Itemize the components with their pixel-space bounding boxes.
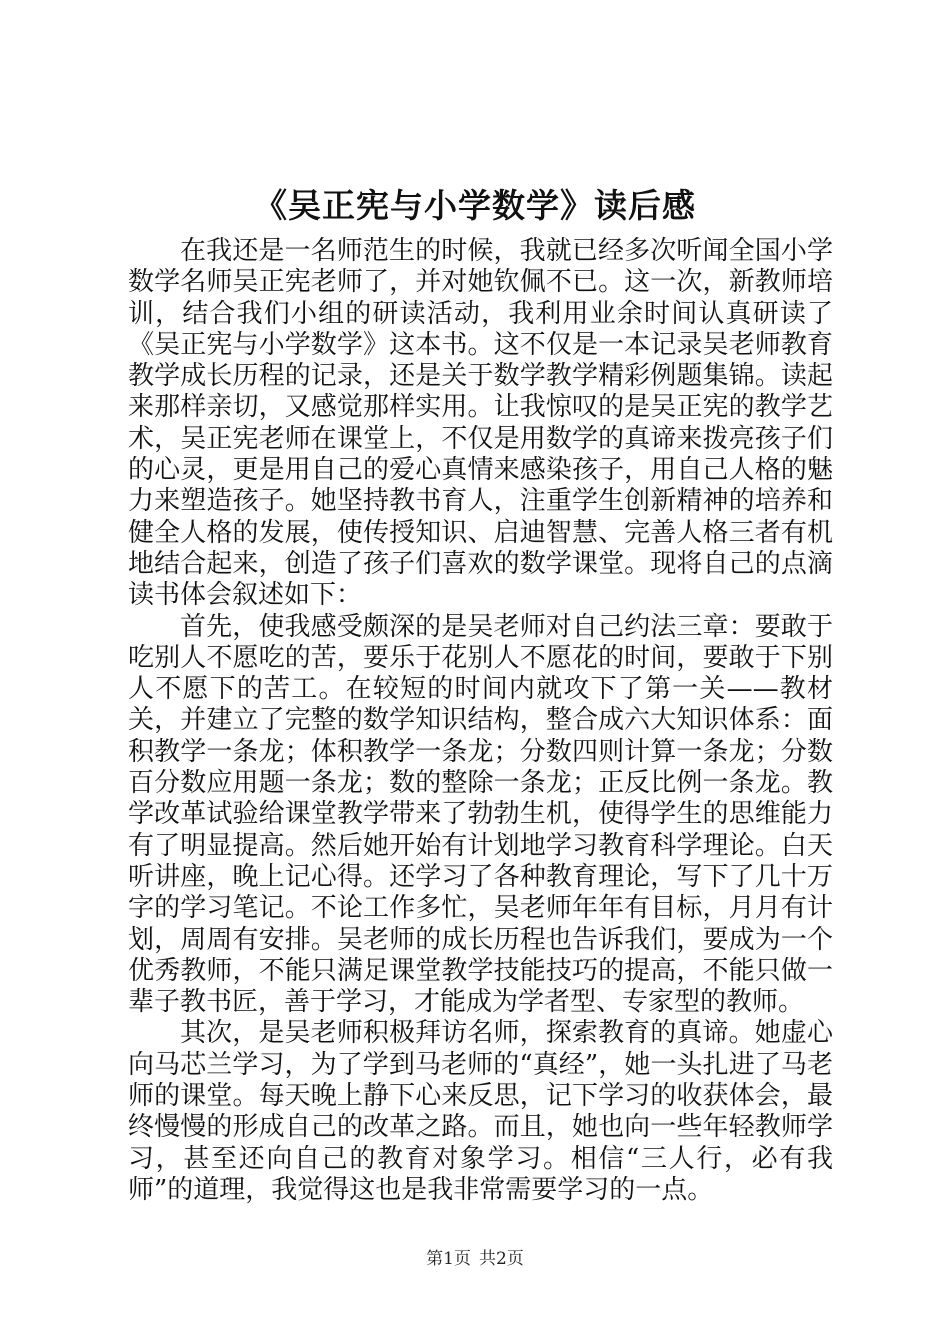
paragraph-first-point: 首先，使我感受颇深的是吴老师对自己约法三章：要敢于吃别人不愿吃的苦，要乐于花别人不愿花的时间，要敢于下别人不愿下的苦工。在较短的时间内就攻下了第一关——教材关，并建立了完整的数学知识结构，整合成六大知识体系：面积教学一条龙；体积教学一条龙；分数四则计算一条龙；分数百分数应用题一条龙；数的整除一条龙；正反比例一条龙。教学改革试验给课堂教学带来了勃勃生机，使得学生的思维能力有了明显提高。然后她开始有计划地学习教育科学理论。白天听讲座，晚上记心得。还学习了各种教育理论，写下了几十万字的学习笔记。不论工作多忙，吴老师年年有目标，月月有计划，周周有安排。吴老师的成长历程也告诉我们，要成为一个优秀教师，不能只满足课堂教学技能技巧的提高，不能只做一辈子教书匠，善于学习，才能成为学者型、专家型的教师。 — [128, 611, 833, 1018]
paragraph-second-point: 其次，是吴老师积极拜访名师，探索教育的真谛。她虚心向马芯兰学习，为了学到马老师的“真经”，她一头扎进了马老师的课堂。每天晚上静下心来反思，记下学习的收获体会，最终慢慢的形成自己的改革之路。而且，她也向一些年轻教师学习，甚至还向自己的教育对象学习。相信“三人行，必有我师”的道理，我觉得这也是我非常需要学习的一点。 — [128, 1018, 833, 1205]
page-footer — [0, 1244, 950, 1269]
document-title: 《吴正宪与小学数学》读后感 — [254, 186, 696, 225]
document-body — [128, 236, 833, 1206]
paragraph-intro: 在我还是一名师范生的时候，我就已经多次听闻全国小学数学名师吴正宪老师了，并对她钦佩不已。这一次，新教师培训，结合我们小组的研读活动，我利用业余时间认真研读了《吴正宪与小学数学》这本书。这不仅是一本记录吴老师教育教学成长历程的记录，还是关于数学教学精彩例题集锦。读起来那样亲切，又感觉那样实用。让我惊叹的是吴正宪的教学艺术，吴正宪老师在课堂上，不仅是用数学的真谛来拨亮孩子们的心灵，更是用自己的爱心真情来感染孩子，用自己人格的魅力来塑造孩子。她坚持教书育人，注重学生创新精神的培养和健全人格的发展，使传授知识、启迪智慧、完善人格三者有机地结合起来，创造了孩子们喜欢的数学课堂。现将自己的点滴读书体会叙述如下： — [128, 236, 833, 611]
page-number: 第1页 — [426, 1249, 471, 1269]
page-total: 共2页 — [479, 1249, 524, 1269]
